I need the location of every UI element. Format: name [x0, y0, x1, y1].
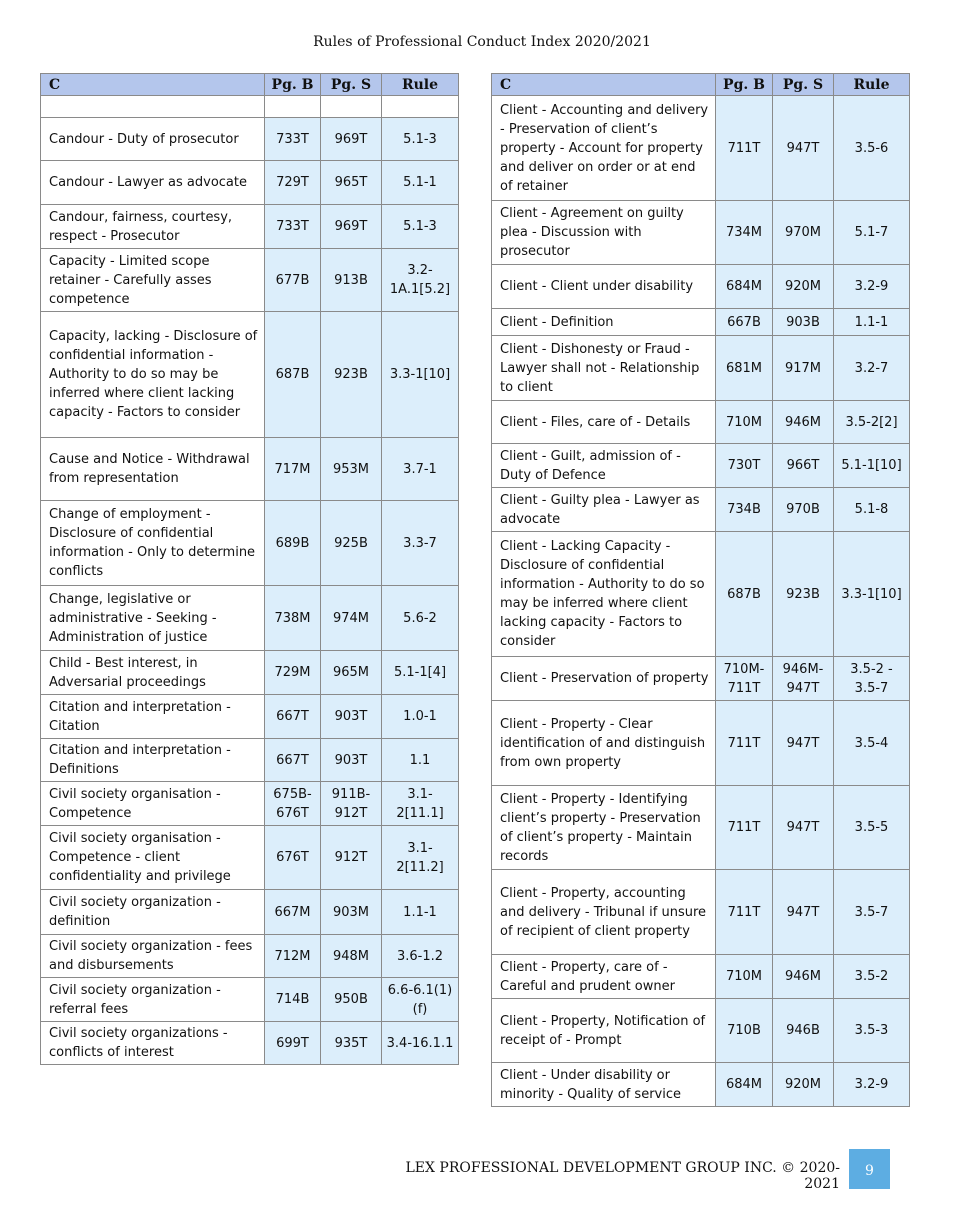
page-b-cell: 687B — [716, 532, 773, 657]
page-b-cell: 711T — [716, 96, 773, 201]
entry-topic: Client - Client under disability — [492, 265, 716, 309]
entry-topic: Citation and interpretation - Definitions — [41, 739, 265, 782]
rule-cell: 3.6-1.2 — [382, 935, 459, 978]
entry-topic: Client - Dishonesty or Fraud - Lawyer shall not - Relationship to client — [492, 336, 716, 401]
rule-cell: 3.2-1A.1[5.2] — [382, 249, 459, 312]
page-b-cell: 730T — [716, 444, 773, 488]
entry-topic: Change, legislative or administrative - Seeking - Administration of justice — [41, 586, 265, 651]
page-s-cell: 950B — [321, 978, 382, 1022]
entry-topic: Citation and interpretation - Citation — [41, 695, 265, 739]
page-b-cell: 711T — [716, 701, 773, 786]
rule-cell: 3.3-1[10] — [834, 532, 910, 657]
page-b-cell: 710M — [716, 955, 773, 999]
rule-cell: 3.2-7 — [834, 336, 910, 401]
page-b-cell: 676T — [265, 826, 321, 890]
page-s-cell: 947T — [773, 96, 834, 201]
table-row — [41, 96, 459, 118]
column-header-pg-s: Pg. S — [773, 74, 834, 96]
rule-cell: 3.5-5 — [834, 786, 910, 870]
table-row — [492, 265, 910, 309]
page-b-cell: 711T — [716, 786, 773, 870]
page-s-cell: 965T — [321, 161, 382, 205]
page-s-cell: 946B — [773, 999, 834, 1063]
footer-publisher: LEX PROFESSIONAL DEVELOPMENT GROUP INC. © 2020-2021 — [405, 1160, 840, 1192]
rule-cell: 1.1 — [382, 739, 459, 782]
entry-topic: Civil society organisation - Competence - client confidentiality and privilege — [41, 826, 265, 890]
rule-cell: 6.6-6.1(1)(f) — [382, 978, 459, 1022]
page-b-cell: 684M — [716, 265, 773, 309]
table-row — [492, 201, 910, 265]
page-title: Rules of Professional Conduct Index 2020/2021 — [313, 34, 651, 50]
column-header-rule: Rule — [834, 74, 910, 96]
page-s-cell: 970B — [773, 488, 834, 532]
entry-topic: Client - Accounting and delivery - Preservation of client’s property - Account for property and deliver on order or at end of retainer — [492, 96, 716, 201]
page-s-cell: 969T — [321, 205, 382, 249]
page-s-cell: 970M — [773, 201, 834, 265]
entry-topic: Change of employment - Disclosure of confidential information - Only to determine conflicts — [41, 501, 265, 586]
table-row — [492, 488, 910, 532]
entry-topic: Civil society organization - definition — [41, 890, 265, 935]
page-b-cell: 714B — [265, 978, 321, 1022]
rule-cell: 3.3-1[10] — [382, 312, 459, 438]
page-b-cell: 687B — [265, 312, 321, 438]
page-s-cell: 947T — [773, 870, 834, 955]
page-b-cell: 689B — [265, 501, 321, 586]
rule-cell: 5.1-1[4] — [382, 651, 459, 695]
right-index-table — [491, 73, 910, 1107]
page-s-cell: 948M — [321, 935, 382, 978]
table-row — [41, 161, 459, 205]
rule-cell: 3.2-9 — [834, 265, 910, 309]
table-row — [492, 309, 910, 336]
page-b-cell: 729M — [265, 651, 321, 695]
page-s-cell: 946M — [773, 401, 834, 444]
right-table-header — [492, 74, 910, 96]
table-row — [41, 826, 459, 890]
entry-topic: Capacity, lacking - Disclosure of confidential information - Authority to do so may be inferred where client lacking capacity - Factors to consider — [41, 312, 265, 438]
table-row — [492, 870, 910, 955]
page-s-cell: 966T — [773, 444, 834, 488]
table-row — [41, 739, 459, 782]
table-row — [41, 118, 459, 161]
column-header-pg-s: Pg. S — [321, 74, 382, 96]
entry-topic: Client - Definition — [492, 309, 716, 336]
rule-cell: 5.1-1 — [382, 161, 459, 205]
rule-cell: 3.1-2[11.2] — [382, 826, 459, 890]
rule-cell: 5.1-3 — [382, 118, 459, 161]
rule-cell: 3.5-4 — [834, 701, 910, 786]
page-b-cell: 667T — [265, 695, 321, 739]
page-s-cell: 903T — [321, 739, 382, 782]
left-table-header — [41, 74, 459, 96]
entry-topic: Client - Property, accounting and delivery - Tribunal if unsure of recipient of client property — [492, 870, 716, 955]
entry-topic: Civil society organizations - conflicts of interest — [41, 1022, 265, 1065]
rule-cell: 5.6-2 — [382, 586, 459, 651]
page-s-cell: 903B — [773, 309, 834, 336]
rule-cell: 3.5-2 — [834, 955, 910, 999]
page-s-cell: 920M — [773, 265, 834, 309]
page-s-cell: 946M-947T — [773, 657, 834, 701]
rule-cell: 3.3-7 — [382, 501, 459, 586]
entry-topic: Capacity - Limited scope retainer - Carefully asses competence — [41, 249, 265, 312]
table-row — [41, 438, 459, 501]
entry-topic: Client - Property, care of - Careful and prudent owner — [492, 955, 716, 999]
table-row — [492, 336, 910, 401]
page-s-cell: 935T — [321, 1022, 382, 1065]
entry-topic: Client - Guilt, admission of - Duty of Defence — [492, 444, 716, 488]
page-b-cell: 712M — [265, 935, 321, 978]
entry-topic: Client - Files, care of - Details — [492, 401, 716, 444]
table-row — [41, 205, 459, 249]
table-row — [492, 96, 910, 201]
rule-cell: 1.1-1 — [382, 890, 459, 935]
page-number: 9 — [849, 1149, 890, 1189]
rule-cell — [382, 96, 459, 118]
page-b-cell: 734M — [716, 201, 773, 265]
page-b-cell: 675B-676T — [265, 782, 321, 826]
rule-cell: 3.5-6 — [834, 96, 910, 201]
page-b-cell: 710B — [716, 999, 773, 1063]
page-b-cell: 677B — [265, 249, 321, 312]
page-s-cell: 912T — [321, 826, 382, 890]
page-s-cell: 965M — [321, 651, 382, 695]
page-b-cell: 667B — [716, 309, 773, 336]
entry-topic: Civil society organization - referral fees — [41, 978, 265, 1022]
page-s-cell: 946M — [773, 955, 834, 999]
entry-topic: Client - Property - Identifying client’s property - Preservation of client’s property - Maintain records — [492, 786, 716, 870]
page-s-cell: 947T — [773, 786, 834, 870]
rule-cell: 3.5-2 - 3.5-7 — [834, 657, 910, 701]
entry-topic: Candour - Lawyer as advocate — [41, 161, 265, 205]
page-s-cell: 953M — [321, 438, 382, 501]
table-row — [41, 651, 459, 695]
table-row — [41, 586, 459, 651]
entry-topic: Civil society organisation - Competence — [41, 782, 265, 826]
rule-cell: 1.1-1 — [834, 309, 910, 336]
entry-topic: Client - Property, Notification of receipt of - Prompt — [492, 999, 716, 1063]
rule-cell: 3.5-2[2] — [834, 401, 910, 444]
page-b-cell: 710M-711T — [716, 657, 773, 701]
table-row — [492, 999, 910, 1063]
rule-cell: 5.1-3 — [382, 205, 459, 249]
rule-cell: 5.1-8 — [834, 488, 910, 532]
page-b-cell: 729T — [265, 161, 321, 205]
page-b-cell: 710M — [716, 401, 773, 444]
table-row — [41, 890, 459, 935]
page-s-cell: 923B — [773, 532, 834, 657]
page-b-cell: 711T — [716, 870, 773, 955]
page-s-cell: 925B — [321, 501, 382, 586]
column-header-pg-b: Pg. B — [716, 74, 773, 96]
page-s-cell: 903T — [321, 695, 382, 739]
table-row — [41, 312, 459, 438]
table-row — [41, 978, 459, 1022]
page-s-cell: 913B — [321, 249, 382, 312]
page-b-cell: 738M — [265, 586, 321, 651]
table-row — [492, 444, 910, 488]
entry-topic: Child - Best interest, in Adversarial proceedings — [41, 651, 265, 695]
table-row — [492, 532, 910, 657]
table-row — [492, 657, 910, 701]
rule-cell: 5.1-1[10] — [834, 444, 910, 488]
page-b-cell: 684M — [716, 1063, 773, 1107]
entry-topic: Candour, fairness, courtesy, respect - Prosecutor — [41, 205, 265, 249]
entry-topic: Cause and Notice - Withdrawal from representation — [41, 438, 265, 501]
rule-cell: 5.1-7 — [834, 201, 910, 265]
column-header-c: C — [492, 74, 716, 96]
rule-cell: 3.4-16.1.1 — [382, 1022, 459, 1065]
entry-topic: Client - Under disability or minority - Quality of service — [492, 1063, 716, 1107]
page-s-cell: 947T — [773, 701, 834, 786]
entry-topic: Client - Agreement on guilty plea - Discussion with prosecutor — [492, 201, 716, 265]
table-row — [492, 1063, 910, 1107]
page-s-cell: 911B-912T — [321, 782, 382, 826]
table-row — [492, 401, 910, 444]
table-row — [492, 701, 910, 786]
entry-topic: Civil society organization - fees and disbursements — [41, 935, 265, 978]
table-row — [41, 935, 459, 978]
page-b-cell: 667T — [265, 739, 321, 782]
left-index-table — [40, 73, 459, 1065]
page-b-cell: 717M — [265, 438, 321, 501]
rule-cell: 3.1-2[11.1] — [382, 782, 459, 826]
page-s-cell: 974M — [321, 586, 382, 651]
page-b-cell — [265, 96, 321, 118]
rule-cell: 3.7-1 — [382, 438, 459, 501]
page-s-cell: 923B — [321, 312, 382, 438]
rule-cell: 3.2-9 — [834, 1063, 910, 1107]
table-row — [41, 249, 459, 312]
table-row — [492, 786, 910, 870]
page-s-cell — [321, 96, 382, 118]
rule-cell: 3.5-7 — [834, 870, 910, 955]
table-row — [41, 782, 459, 826]
column-header-pg-b: Pg. B — [265, 74, 321, 96]
rule-cell: 1.0-1 — [382, 695, 459, 739]
rule-cell: 3.5-3 — [834, 999, 910, 1063]
column-header-c: C — [41, 74, 265, 96]
entry-topic: Client - Property - Clear identification of and distinguish from own property — [492, 701, 716, 786]
entry-topic: Candour - Duty of prosecutor — [41, 118, 265, 161]
page-s-cell: 917M — [773, 336, 834, 401]
page-s-cell: 920M — [773, 1063, 834, 1107]
page-b-cell: 681M — [716, 336, 773, 401]
entry-topic: Client - Preservation of property — [492, 657, 716, 701]
entry-topic: Client - Guilty plea - Lawyer as advocate — [492, 488, 716, 532]
table-row — [492, 955, 910, 999]
page-b-cell: 733T — [265, 205, 321, 249]
page-s-cell: 969T — [321, 118, 382, 161]
table-row — [41, 695, 459, 739]
page-s-cell: 903M — [321, 890, 382, 935]
table-row — [41, 1022, 459, 1065]
entry-topic: Client - Lacking Capacity - Disclosure of confidential information - Authority to do so may be inferred where client lacking capacity - Factors to consider — [492, 532, 716, 657]
table-row — [41, 501, 459, 586]
column-header-rule: Rule — [382, 74, 459, 96]
page-b-cell: 733T — [265, 118, 321, 161]
page-b-cell: 734B — [716, 488, 773, 532]
entry-topic — [41, 96, 265, 118]
page-b-cell: 667M — [265, 890, 321, 935]
page-b-cell: 699T — [265, 1022, 321, 1065]
